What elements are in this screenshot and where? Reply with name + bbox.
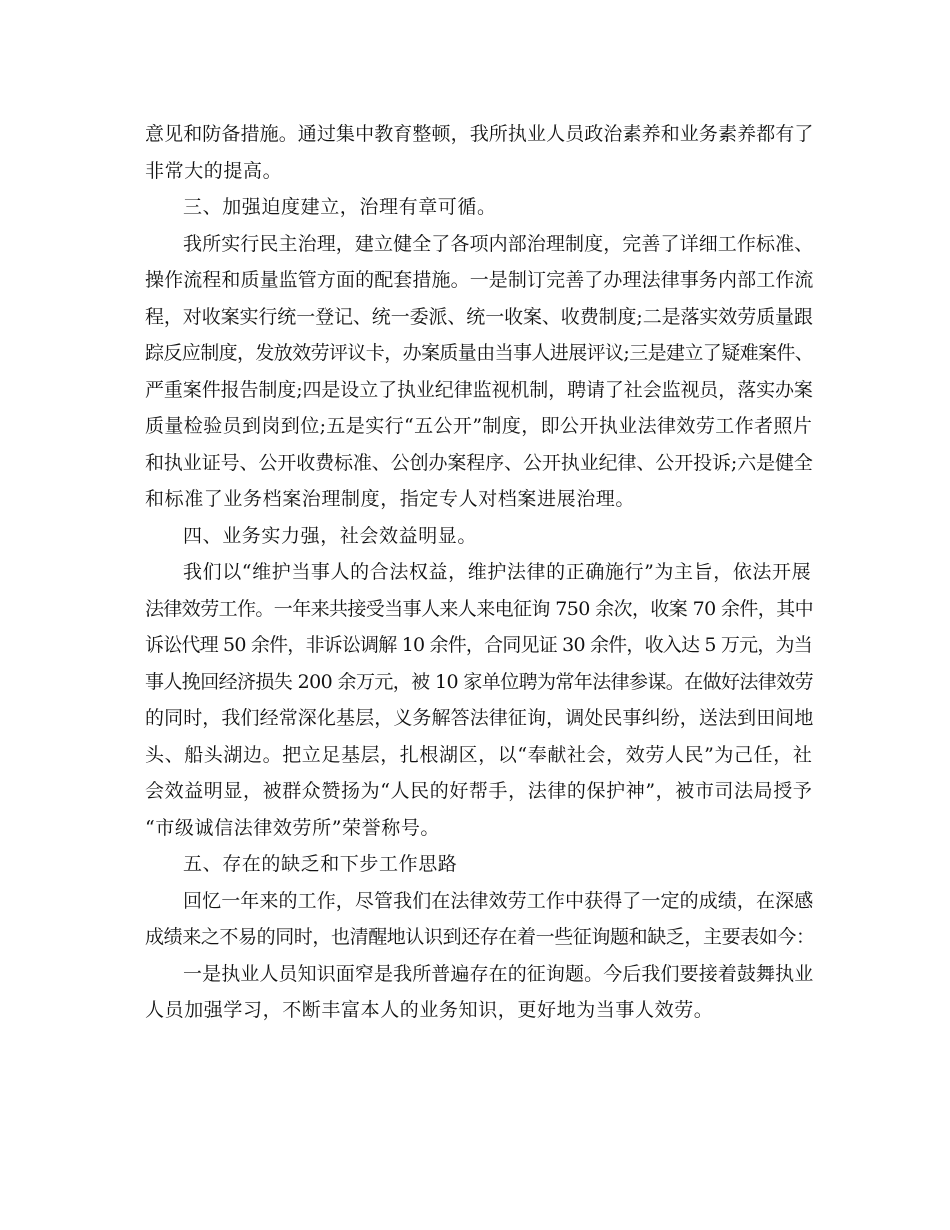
section-heading: 三、加强迫度建立，治理有章可循。 bbox=[183, 196, 497, 218]
text-line: 回忆一年来的工作，尽管我们在法律效劳工作中获得了一定的成绩，在深感 bbox=[183, 889, 814, 912]
text-line: 诉讼代理 50 余件，非诉讼调解 10 余件，合同见证 30 余件，收入达 5 万元，为当 bbox=[145, 634, 812, 656]
text-line: 和标准了业务档案治理制度，指定专人对档案进展治理。 bbox=[145, 488, 636, 510]
text-line: 意见和防备措施。通过集中教育整顿，我所执业人员政治素养和业务素养都有了 bbox=[145, 123, 814, 145]
text-line: 踪反应制度，发放效劳评议卡，办案质量由当事人进展评议;三是建立了疑难案件、 bbox=[145, 342, 814, 364]
text-line: 一是执业人员知识面窄是我所普遍存在的征询题。今后我们要接着鼓舞执业 bbox=[183, 962, 814, 985]
document-page bbox=[145, 116, 815, 1029]
text-line: 我所实行民主治理，建立健全了各项内部治理制度，完善了详细工作标准、 bbox=[183, 232, 814, 255]
text-line: 头、船头湖边。把立足基层，扎根湖区，以“奉献社会，效劳人民”为己任，社 bbox=[145, 743, 813, 766]
text-line: 成绩来之不易的同时，也清醒地认识到还存在着一些征询题和缺乏，主要表如今： bbox=[145, 926, 815, 948]
text-line: 质量检验员到岗到位;五是实行“五公开”制度，即公开执业法律效劳工作者照片 bbox=[145, 415, 813, 437]
text-line: 法律效劳工作。一年来共接受当事人来人来电征询 750 余次，收案 70 余件，其中 bbox=[145, 597, 814, 620]
text-line: 我们以“维护当事人的合法权益，维护法律的正确施行”为主旨，依法开展 bbox=[183, 561, 812, 583]
text-line: 严重案件报告制度;四是设立了执业纪律监视机制，聘请了社会监视员，落实办案 bbox=[145, 378, 813, 401]
text-line: 程，对收案实行统一登记、统一委派、统一收案、收费制度;二是落实效劳质量跟 bbox=[145, 305, 813, 328]
text-line: 事人挽回经济损失 200 余万元，被 10 家单位聘为常年法律参谋。在做好法律效劳 bbox=[145, 670, 814, 693]
text-line: 操作流程和质量监管方面的配套措施。一是制订完善了办理法律事务内部工作流 bbox=[145, 269, 814, 291]
text-line: 人员加强学习，不断丰富本人的业务知识，更好地为当事人效劳。 bbox=[145, 999, 714, 1021]
text-line: 和执业证号、公开收费标准、公创办案程序、公开执业纪律、公开投诉;六是健全 bbox=[145, 451, 813, 474]
text-line: 的同时，我们经常深化基层，义务解答法律征询，调处民事纠纷，送法到田间地 bbox=[145, 707, 814, 729]
section-heading: 五、存在的缺乏和下步工作思路 bbox=[183, 853, 458, 875]
text-line: 非常大的提高。 bbox=[145, 159, 283, 182]
text-line: “市级诚信法律效劳所”荣誉称号。 bbox=[145, 816, 441, 839]
text-line: 会效益明显，被群众赞扬为“人民的好帮手，法律的保护神”，被市司法局授予 bbox=[145, 780, 813, 802]
section-heading: 四、业务实力强，社会效益明显。 bbox=[183, 524, 478, 547]
